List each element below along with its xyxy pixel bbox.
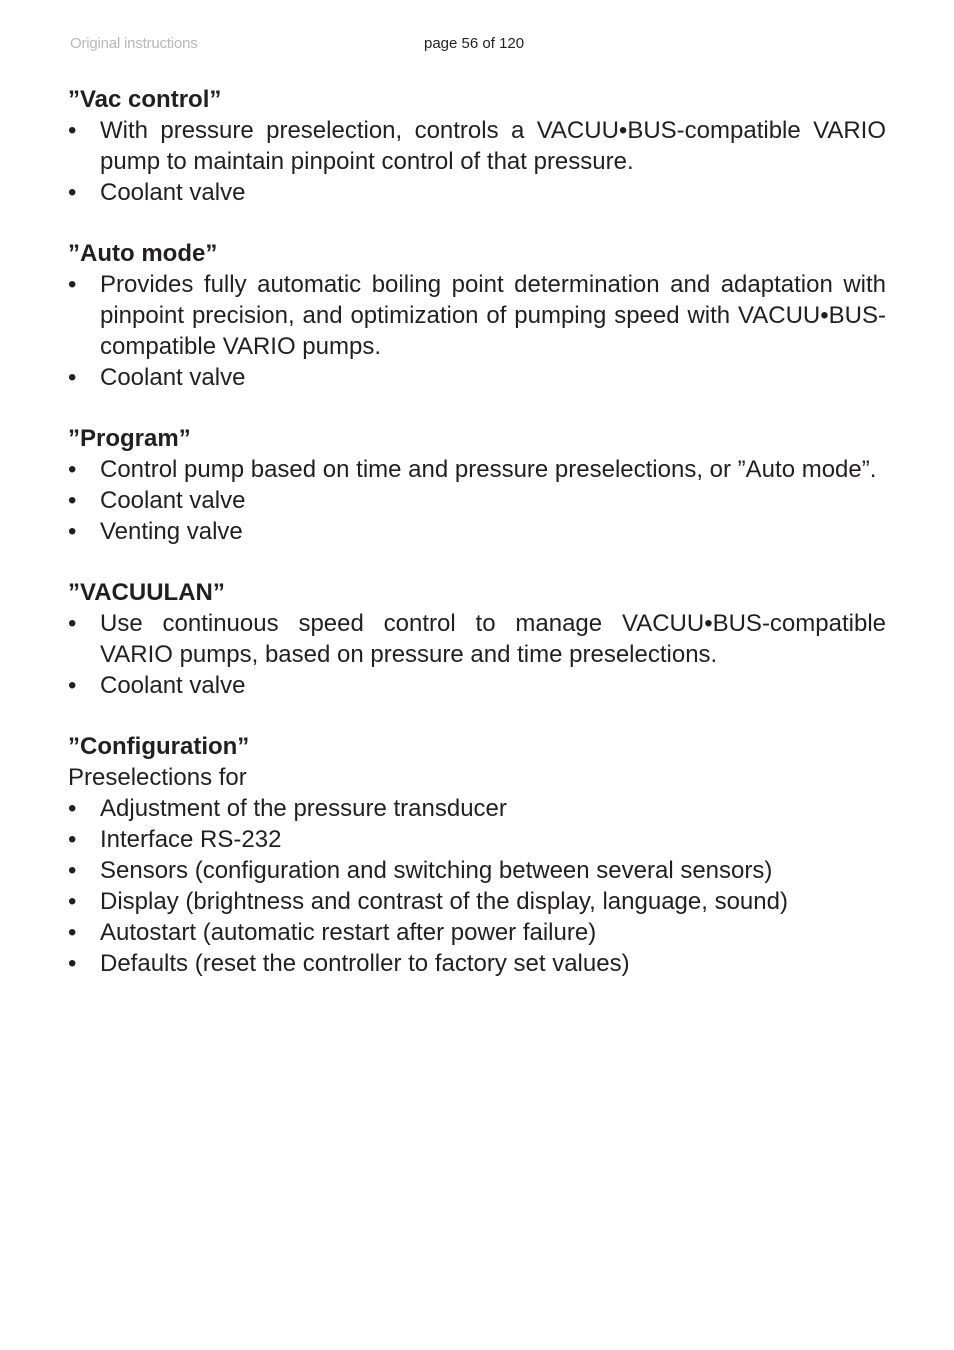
list-item	[68, 269, 886, 362]
bullet-icon: •	[68, 610, 77, 637]
section-program	[68, 423, 886, 547]
section-heading: ”Program”	[68, 425, 191, 452]
list-item	[68, 917, 886, 948]
bullet-list	[68, 115, 886, 208]
list-item	[68, 793, 886, 824]
list-item	[68, 485, 886, 516]
bullet-icon: •	[68, 826, 77, 853]
section-configuration	[68, 731, 886, 979]
list-item	[68, 177, 886, 208]
list-item	[68, 824, 886, 855]
list-item-text: With pressure preselection, controls a VACUU•BUS-compatible VARIO pump to maintain pinpoint control of that pressure.	[100, 117, 886, 175]
section-heading: ”Auto mode”	[68, 240, 218, 267]
bullet-icon: •	[68, 364, 77, 391]
list-item-text: Adjustment of the pressure transducer	[100, 795, 507, 822]
bullet-icon: •	[68, 487, 77, 514]
bullet-list	[68, 793, 886, 979]
bullet-list	[68, 269, 886, 393]
bullet-icon: •	[68, 672, 77, 699]
list-item	[68, 516, 886, 547]
bullet-icon: •	[68, 888, 77, 915]
bullet-icon: •	[68, 857, 77, 884]
document-body	[68, 84, 886, 1009]
list-item	[68, 670, 886, 701]
bullet-icon: •	[68, 179, 77, 206]
bullet-icon: •	[68, 117, 77, 144]
list-item-text: Provides fully automatic boiling point determination and adaptation with pinpoint precision, and optimization of pumping speed with VACUU•BUS-compatible VARIO pumps.	[100, 271, 886, 360]
list-item	[68, 855, 886, 886]
list-item-text: Venting valve	[100, 518, 243, 545]
list-item-text: Display (brightness and contrast of the display, language, sound)	[100, 888, 788, 915]
bullet-icon: •	[68, 518, 77, 545]
list-item-text: Interface RS-232	[100, 826, 282, 853]
list-item-text: Control pump based on time and pressure preselections, or ”Auto mode”.	[100, 456, 877, 483]
list-item	[68, 115, 886, 177]
section-heading: ”Configuration”	[68, 733, 250, 760]
list-item	[68, 948, 886, 979]
list-item-text: Autostart (automatic restart after power failure)	[100, 919, 597, 946]
list-item	[68, 362, 886, 393]
section-intro: Preselections for	[68, 764, 247, 791]
list-item	[68, 608, 886, 670]
list-item-text: Coolant valve	[100, 179, 246, 206]
section-vacuulan	[68, 577, 886, 701]
page-number: page 56 of 120	[424, 35, 525, 52]
bullet-list	[68, 608, 886, 701]
list-item	[68, 454, 886, 485]
bullet-icon: •	[68, 919, 77, 946]
list-item	[68, 886, 886, 917]
list-item-text: Coolant valve	[100, 672, 246, 699]
bullet-icon: •	[68, 456, 77, 483]
document-header-label: Original instructions	[70, 35, 198, 52]
list-item-text: Defaults (reset the controller to factory set values)	[100, 950, 630, 977]
bullet-icon: •	[68, 271, 77, 298]
bullet-list	[68, 454, 886, 547]
section-heading: ”Vac control”	[68, 86, 222, 113]
section-vac-control	[68, 84, 886, 208]
list-item-text: Sensors (configuration and switching between several sensors)	[100, 857, 773, 884]
list-item-text: Use continuous speed control to manage VACUU•BUS-compatible VARIO pumps, based on pressure and time preselections.	[100, 610, 886, 668]
section-heading: ”VACUULAN”	[68, 579, 225, 606]
bullet-icon: •	[68, 795, 77, 822]
section-auto-mode	[68, 238, 886, 393]
bullet-icon: •	[68, 950, 77, 977]
list-item-text: Coolant valve	[100, 364, 246, 391]
list-item-text: Coolant valve	[100, 487, 246, 514]
